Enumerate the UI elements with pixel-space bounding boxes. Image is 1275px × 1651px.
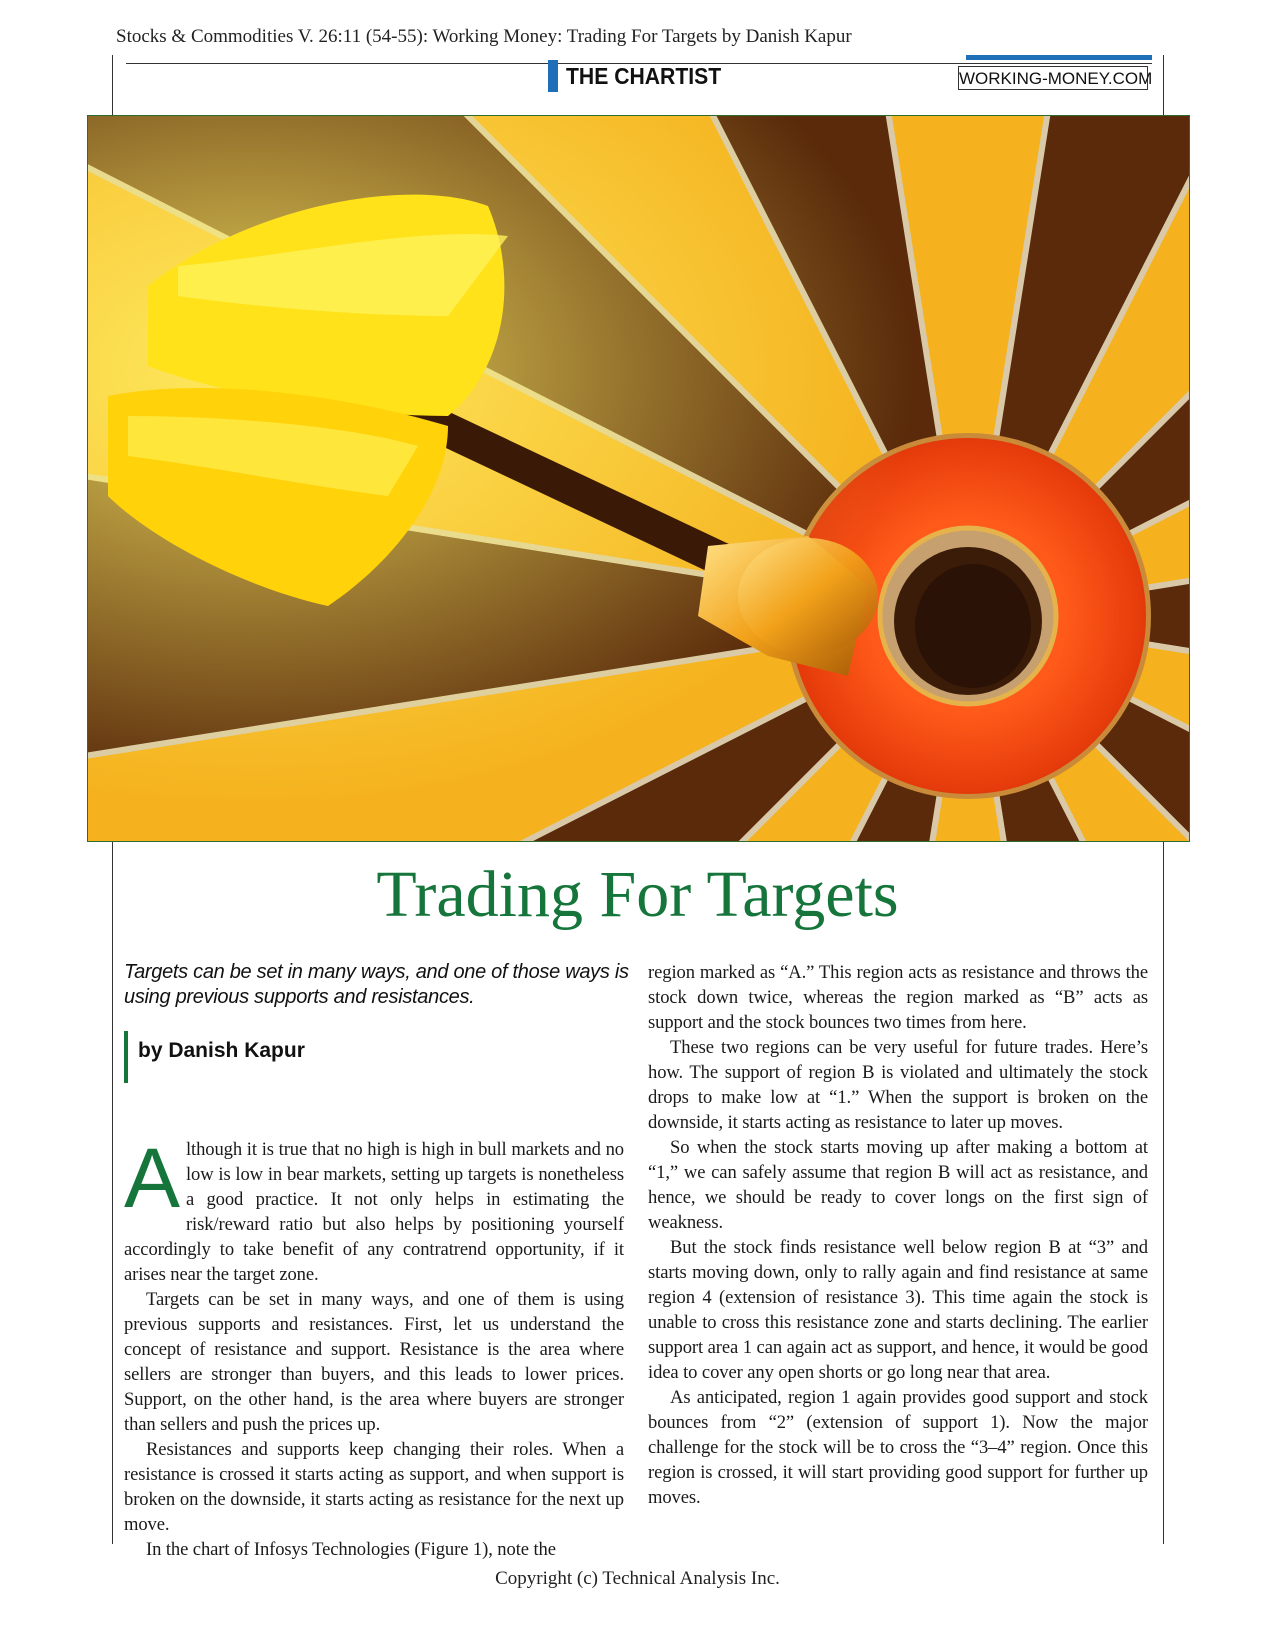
section-accent-bar xyxy=(548,60,558,92)
paragraph-7: So when the stock starts moving up after making a bottom at “1,” we can safely assume that region B will act as resistance, and hence, we should be ready to cover longs on the first sign of weakness. xyxy=(648,1137,1148,1233)
right-frame-line-top xyxy=(1163,55,1164,115)
byline-accent-bar xyxy=(124,1031,128,1083)
byline-author: by Danish Kapur xyxy=(138,1039,305,1062)
paragraph-3: Resistances and supports keep changing their roles. When a resistance is crossed it starts acting as support, and when support is broken on the downside, it starts acting as resistance for the next up move. xyxy=(124,1439,624,1535)
left-frame-line-bottom xyxy=(112,842,113,1544)
running-head: Stocks & Commodities V. 26:11 (54-55): Working Money: Trading For Targets by Danish Kapur xyxy=(116,26,852,47)
paragraph-2: Targets can be set in many ways, and one of them is using previous supports and resistances. First, let us understand the concept of resistance and support. Resistance is the area where sellers are stronger than buyers, and this leads to lower prices. Support, on the other hand, is the area where buyers are stronger than sellers and push the prices up. xyxy=(124,1289,624,1435)
article-deck: Targets can be set in many ways, and one of those ways is using previous supports and resistances. xyxy=(124,961,629,1008)
paragraph-5: region marked as “A.” This region acts as resistance and throws the stock down twice, whereas the region marked as “B” acts as support and the stock bounces two times from here. xyxy=(648,962,1148,1033)
article-title: Trading For Targets xyxy=(376,858,899,931)
section-label-text: THE CHARTIST xyxy=(566,62,722,89)
section-label xyxy=(548,60,735,92)
left-column xyxy=(124,1131,624,1562)
drop-cap: A xyxy=(124,1131,180,1225)
paragraph-1-text: lthough it is true that no high is high in bull markets and no low is low in bear markets, setting up targets is nonetheless a good practice. It not only helps in estimating the risk/reward ratio but also helps by positioning yourself accordingly to take benefit of any contratrend opportunity, if it arises near the target zone. xyxy=(124,1139,624,1285)
header-accent-rule xyxy=(966,55,1152,60)
byline xyxy=(124,1031,305,1083)
paragraph-6: These two regions can be very useful for future trades. Here’s how. The support of region B is violated and ultimately the stock drops to make low at “1.” When the support is broken on the downside, it starts acting as resistance to later up moves. xyxy=(648,1037,1148,1133)
hero-image xyxy=(87,115,1190,842)
right-column xyxy=(648,960,1148,1510)
paragraph-4: In the chart of Infosys Technologies (Figure 1), note the xyxy=(146,1539,556,1560)
paragraph-8: But the stock finds resistance well below region B at “3” and starts moving down, only to rally again and find resistance at same region 4 (extension of resistance 3). This time again the stock is unable to cross this resistance zone and starts declining. The earlier support area 1 can again act as support, and hence, it would be good idea to cover any open shorts or go long near that area. xyxy=(648,1237,1148,1383)
copyright-footer: Copyright (c) Technical Analysis Inc. xyxy=(495,1568,780,1589)
left-frame-line-top xyxy=(112,55,113,115)
paragraph-9: As anticipated, region 1 again provides good support and stock bounces from “2” (extension of support 1). Now the major challenge for the stock will be to cross the “3–4” region. Once this region is crossed, it will start providing good support for further up moves. xyxy=(648,1387,1148,1508)
paragraph-1 xyxy=(124,1131,624,1287)
dartboard-icon xyxy=(88,116,1190,842)
site-label: WORKING-MONEY.COM xyxy=(958,66,1148,90)
right-frame-line-bottom xyxy=(1163,842,1164,1544)
